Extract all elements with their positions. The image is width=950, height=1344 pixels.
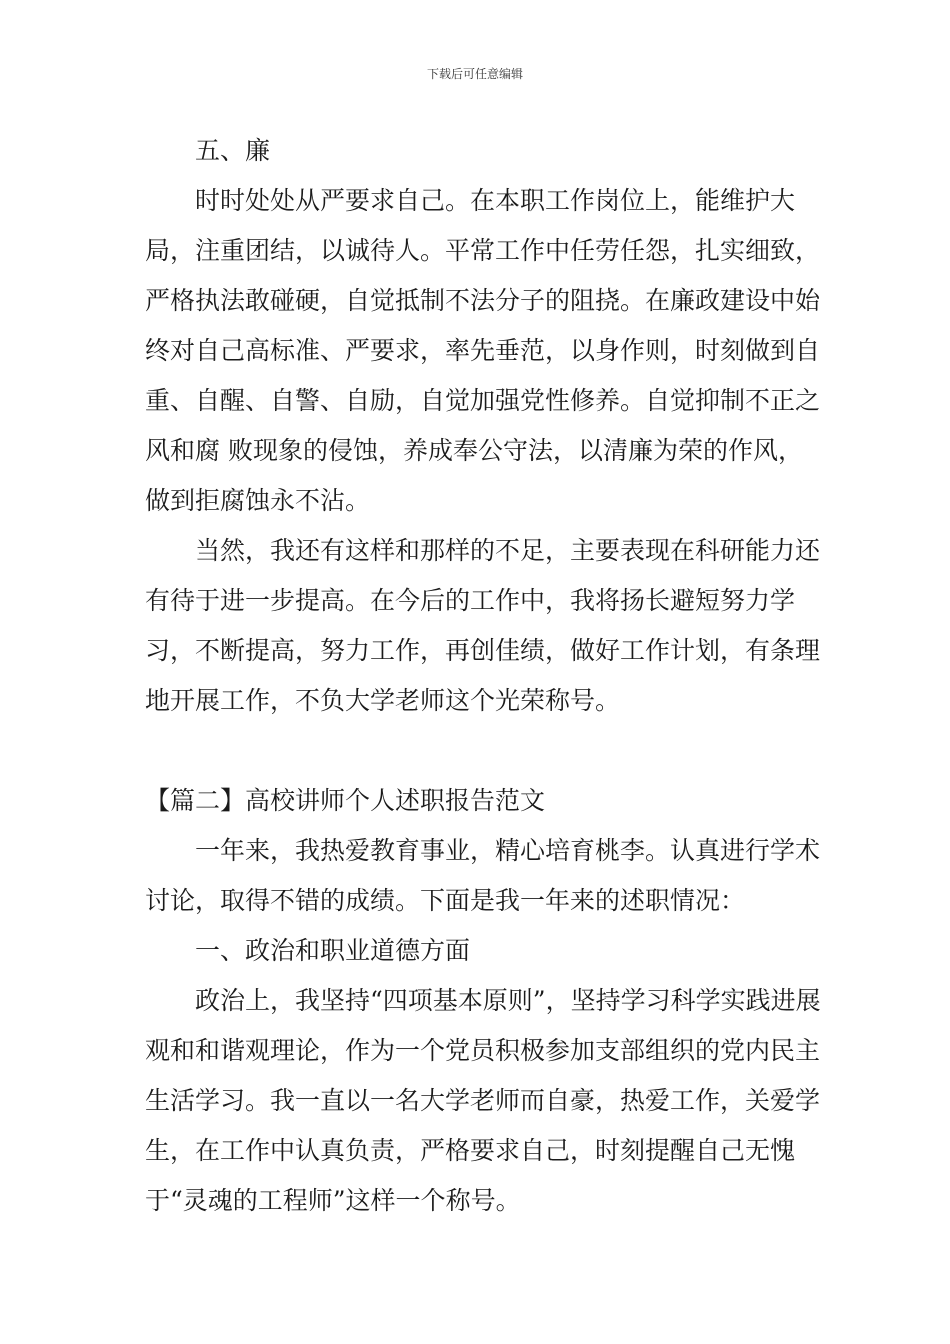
section-heading-lian: 五、廉 bbox=[195, 136, 271, 165]
paragraph-lian: 时时处处从严要求自己。在本职工作岗位上，能维护大局，注重团结，以诚待人。平常工作中任劳任怨，扎实细致，严格执法敢碰硬，自觉抵制不法分子的阻挠。在廉政建设中始终对自己高标准、严要求，率先垂范，以身作则，时刻做到自重、自醒、自警、自励，自觉加强党性修养。自觉抑制不正之风和腐 败现象的侵蚀，养成奉公守法，以清廉为荣的作风，做到拒腐蚀永不沾。 bbox=[145, 186, 821, 515]
document-body bbox=[145, 126, 825, 1226]
article-title-part2: 【篇二】高校讲师个人述职报告范文 bbox=[145, 786, 546, 815]
paragraph-intro: 一年来，我热爱教育事业，精心培育桃李。认真进行学术讨论，取得不错的成绩。下面是我一年来的述职情况： bbox=[145, 836, 821, 915]
paragraph-politics: 政治上，我坚持“四项基本原则”，坚持学习科学实践进展观和和谐观理论，作为一个党员积极参加支部组织的党内民主生活学习。我一直以一名大学老师而自豪，热爱工作，关爱学生，在工作中认真负责，严格要求自己，时刻提醒自己无愧于“灵魂的工程师”这样一个称号。 bbox=[145, 986, 821, 1215]
page-header-note: 下载后可任意编辑 bbox=[426, 67, 523, 81]
section-heading-politics: 一、政治和职业道德方面 bbox=[195, 936, 471, 965]
paragraph-shortcomings: 当然，我还有这样和那样的不足，主要表现在科研能力还有待于进一步提高。在今后的工作中，我将扬长避短努力学习，不断提高，努力工作，再创佳绩，做好工作计划，有条理地开展工作，不负大学老师这个光荣称号。 bbox=[145, 536, 821, 715]
